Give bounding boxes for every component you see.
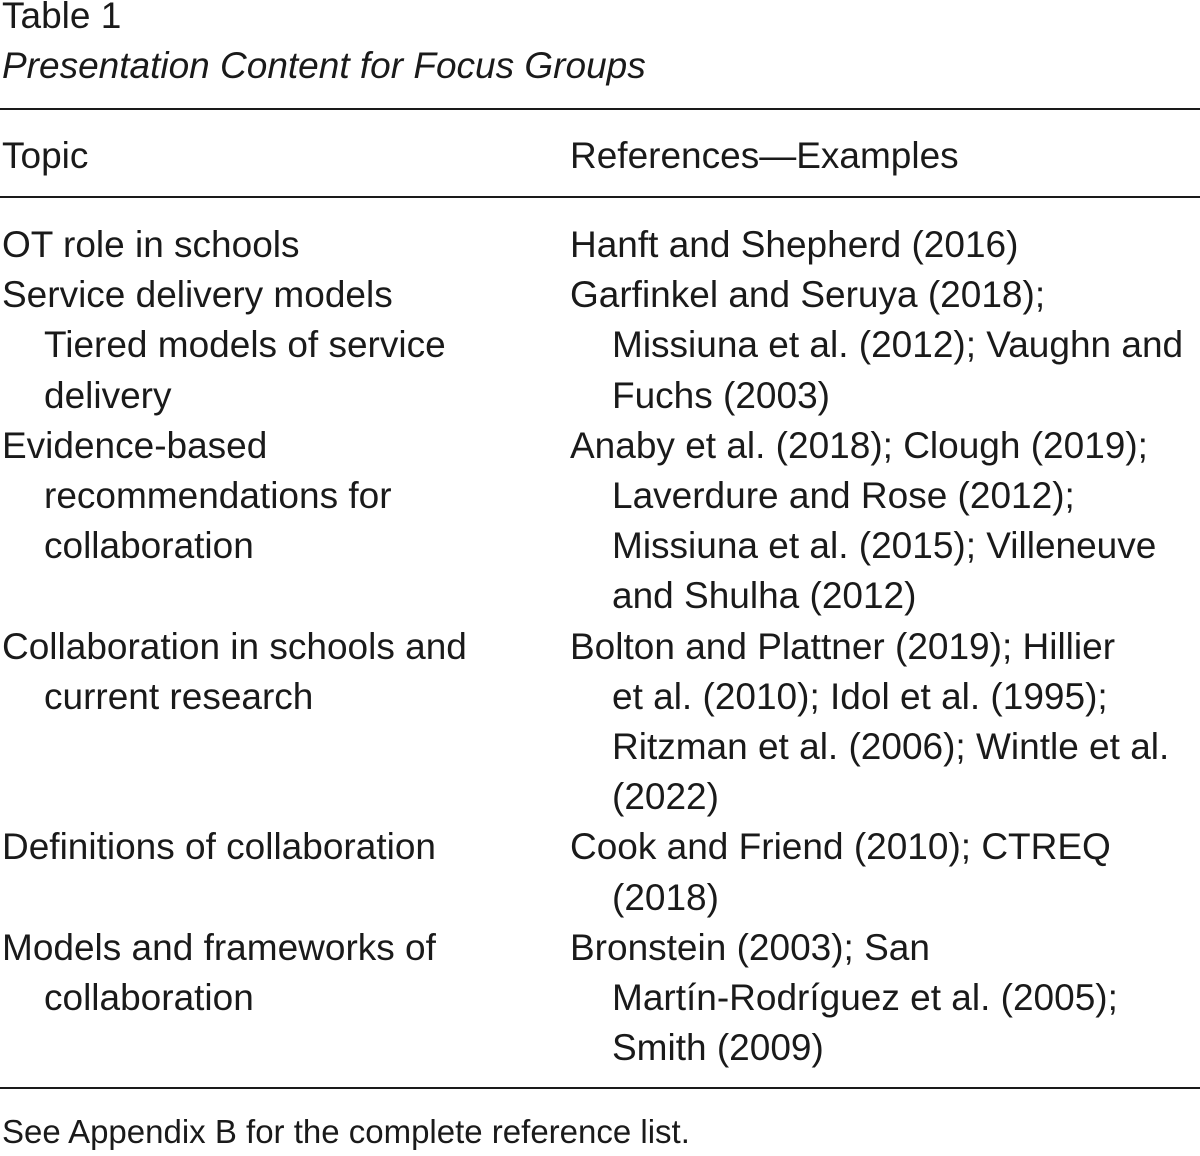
table-label: Table 1 [2, 0, 122, 36]
references-cell-line: Martín-Rodríguez et al. (2005); [612, 976, 1118, 1018]
topic-cell [2, 822, 562, 872]
table-row [0, 822, 1200, 922]
topic-cell-line: recommendations for [44, 474, 392, 516]
header-rule [0, 196, 1200, 198]
topic-cell-line: collaboration [44, 525, 254, 567]
references-cell-line: Fuchs (2003) [612, 374, 830, 416]
references-cell-line: Garfinkel and Seruya (2018); [570, 274, 1046, 316]
topic-cell-line: Collaboration in schools and [2, 625, 467, 667]
references-cell-line: Hanft and Shepherd (2016) [570, 224, 1019, 265]
references-cell [570, 923, 1200, 1074]
references-cell [570, 270, 1200, 421]
references-cell-line: Smith (2009) [612, 1027, 824, 1069]
table-body [0, 220, 1200, 1073]
table-row [0, 270, 1200, 421]
references-cell-line: et al. (2010); Idol et al. (1995); [612, 675, 1108, 717]
column-header-topic: Topic [2, 135, 89, 176]
topic-cell-line: Evidence-based [2, 424, 268, 466]
topic-cell-line: Definitions of collaboration [2, 826, 436, 868]
topic-cell-line: collaboration [44, 976, 254, 1018]
topic-cell [2, 421, 562, 572]
references-cell-line: and Shulha (2012) [612, 575, 917, 617]
topic-cell-line: Service delivery models [2, 274, 393, 316]
references-cell [570, 220, 1200, 270]
references-cell-line: Laverdure and Rose (2012); [612, 474, 1075, 516]
topic-cell-line: delivery [44, 374, 172, 416]
table-row [0, 923, 1200, 1074]
column-header-references: References—Examples [570, 135, 959, 176]
references-cell-line: Cook and Friend (2010); CTREQ [570, 826, 1111, 868]
references-cell [570, 421, 1200, 622]
bottom-rule [0, 1087, 1200, 1089]
references-cell-line: Bolton and Plattner (2019); Hillier [570, 625, 1116, 667]
topic-cell-line: OT role in schools [2, 224, 300, 265]
table-row [0, 622, 1200, 823]
table-caption: Presentation Content for Focus Groups [2, 45, 646, 86]
references-cell-line: (2022) [612, 776, 719, 818]
table-footnote: See Appendix B for the complete reference list. [2, 1113, 690, 1150]
topic-cell-line: current research [44, 675, 314, 717]
topic-cell [2, 220, 562, 270]
references-cell-line: Missiuna et al. (2015); Villeneuve [612, 525, 1157, 567]
references-cell-line: Ritzman et al. (2006); Wintle et al. [612, 725, 1170, 767]
topic-cell [2, 622, 562, 722]
topic-cell [2, 923, 562, 1023]
table-row [0, 220, 1200, 270]
table-row [0, 421, 1200, 622]
references-cell-line: Bronstein (2003); San [570, 926, 930, 968]
references-cell-line: Missiuna et al. (2012); Vaughn and [612, 324, 1184, 366]
references-cell-line: (2018) [612, 876, 719, 918]
topic-cell [2, 270, 562, 421]
top-rule [0, 108, 1200, 110]
references-cell [570, 822, 1200, 922]
topic-cell-line: Tiered models of service [44, 324, 446, 366]
references-cell-line: Anaby et al. (2018); Clough (2019); [570, 424, 1148, 466]
references-cell [570, 622, 1200, 823]
topic-cell-line: Models and frameworks of [2, 926, 436, 968]
